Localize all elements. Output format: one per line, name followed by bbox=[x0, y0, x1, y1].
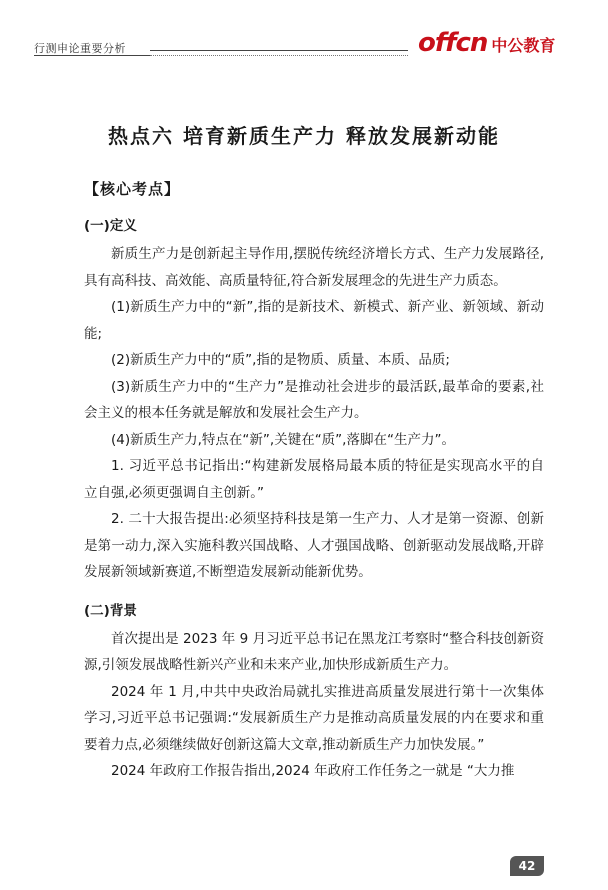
definition-paragraph: 2. 二十大报告提出:必须坚持科技是第一生产力、人才是第一资源、创新是第一动力,深入实施科教兴国战略、人才强国战略、创新驱动发展战略,开辟发展新领域新赛道,不断塑造发展新动能新优势。 bbox=[84, 511, 544, 580]
logo-mark: offcn bbox=[418, 28, 488, 58]
core-heading: 【核心考点】 bbox=[84, 180, 181, 198]
offcn-logo bbox=[418, 28, 555, 58]
background-paragraph: 首次提出是 2023 年 9 月习近平总书记在黑龙江考察时“整合科技创新资源,引领发展战略性新兴产业和未来产业,加快形成新质生产力。 bbox=[84, 630, 544, 673]
section-label: 行测申论重要分析 bbox=[34, 42, 126, 55]
definition-paragraph: (3)新质生产力中的“生产力”是推动社会进步的最活跃,最革命的要素,社会主义的根本任务就是解放和发展社会生产力。 bbox=[84, 378, 544, 421]
definition-paragraph: (2)新质生产力中的“质”,指的是物质、质量、本质、品质; bbox=[111, 352, 450, 368]
definition-paragraph: (1)新质生产力中的“新”,指的是新技术、新模式、新产业、新领域、新动能; bbox=[84, 299, 544, 342]
main-content bbox=[84, 178, 544, 785]
definition-paragraph: 新质生产力是创新起主导作用,摆脱传统经济增长方式、生产力发展路径,具有高科技、高效能、高质量特征,符合新发展理念的先进生产力质态。 bbox=[84, 246, 544, 289]
background-paragraph: 2024 年政府工作报告指出,2024 年政府工作任务之一就是 “大力推 bbox=[111, 763, 515, 779]
page-title: 热点六 培育新质生产力 释放发展新动能 bbox=[108, 124, 500, 148]
background-paragraph: 2024 年 1 月,中共中央政治局就扎实推进高质量发展进行第十一次集体学习,习近平总书记强调:“发展新质生产力是推动高质量发展的内在要求和重要着力点,必须继续做好创新这篇大文章,推动新质生产力加快发展。” bbox=[84, 683, 544, 753]
definition-paragraph: (4)新质生产力,特点在“新”,关键在“质”,落脚在“生产力”。 bbox=[111, 431, 455, 448]
definition-paragraph: 1. 习近平总书记指出:“构建新发展格局最本质的特征是实现高水平的自立自强,必须更强调自主创新。” bbox=[84, 458, 544, 501]
background-heading: (二)背景 bbox=[84, 602, 137, 619]
logo-text: 中公教育 bbox=[491, 36, 556, 55]
page-header bbox=[0, 0, 608, 70]
page-number: 42 bbox=[510, 856, 544, 876]
header-rule bbox=[150, 50, 408, 56]
definition-heading: (一)定义 bbox=[84, 218, 137, 234]
header-rule-left bbox=[34, 55, 150, 56]
